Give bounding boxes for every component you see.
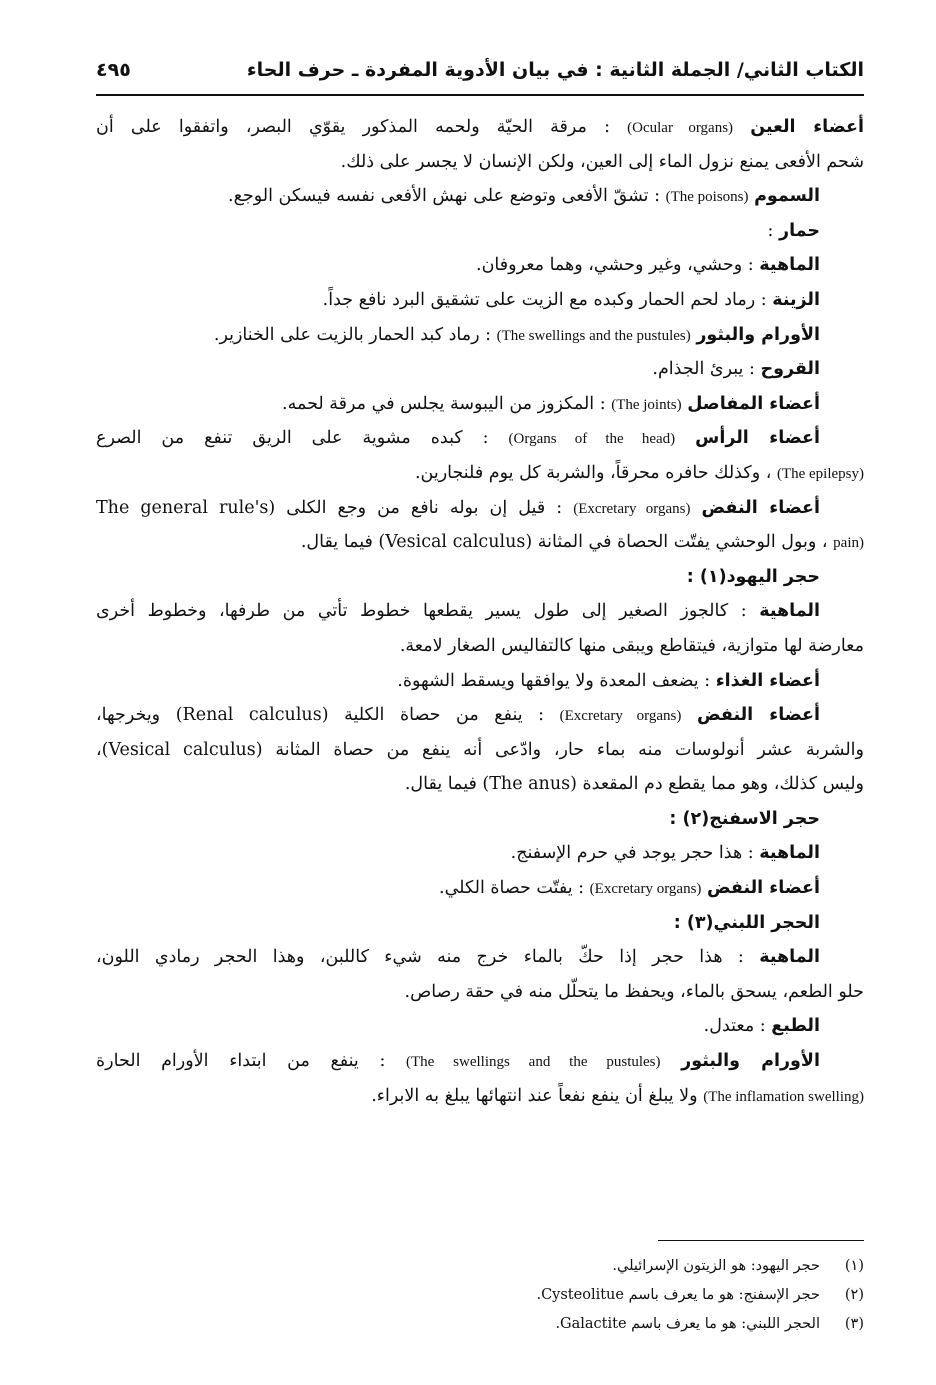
entry-term: الماهية bbox=[759, 255, 820, 276]
line-text: : قيل إن بوله نافع من وجع الكلى (The general rule's bbox=[96, 497, 563, 518]
footnote-text: الحجر اللبني: هو ما يعرف باسم Galactite. bbox=[555, 1316, 820, 1332]
footnote-rule bbox=[658, 1240, 864, 1241]
line-text: شحم الأفعى يمنع نزول الماء إلى العين، ولكن الإنسان لا يجسر على ذلك. bbox=[340, 151, 864, 172]
entry-term: أعضاء المفاصل bbox=[687, 393, 820, 414]
line-text: : يبرئ الجذام. bbox=[652, 359, 755, 380]
line-text: : هذا حجر يوجد في حرم الإسفنج. bbox=[510, 843, 754, 864]
running-title: الكتاب الثاني/ الجملة الثانية : في بيان الأدوية المفردة ـ حرف الحاء bbox=[246, 59, 864, 81]
text-line bbox=[96, 179, 864, 214]
line-text: : يفتّت حصاة الكلي. bbox=[439, 878, 585, 899]
english-gloss: (Excretary organs) bbox=[573, 500, 691, 517]
english-gloss: (The swellings and the pustules) bbox=[406, 1054, 661, 1071]
body-text bbox=[96, 110, 864, 1113]
entry-term: الأورام والبثور bbox=[681, 1051, 820, 1072]
english-gloss: pain) bbox=[833, 535, 864, 552]
entry-term: أعضاء النفض bbox=[701, 497, 820, 518]
entry-term: حجر اليهود(١) bbox=[699, 566, 820, 587]
line-text: : كالجوز الصغير إلى طول يسير يقطعها خطوط تأتي من طرفها، وخطوط أخرى bbox=[96, 601, 747, 622]
text-line bbox=[96, 906, 864, 941]
text-line bbox=[96, 318, 864, 353]
line-text: : ينفع من حصاة الكلية (Renal calculus) ويخرجها، bbox=[96, 705, 545, 726]
line-text: : معتدل. bbox=[703, 1016, 766, 1037]
entry-term: أعضاء الغذاء bbox=[715, 670, 820, 691]
text-line bbox=[96, 975, 864, 1010]
page-number: ٤٩٥ bbox=[96, 59, 131, 81]
entry-term: السموم bbox=[754, 186, 820, 207]
line-text: : يضعف المعدة ولا يوافقها ويسقط الشهوة. bbox=[397, 670, 711, 691]
text-line bbox=[96, 664, 864, 699]
text-line bbox=[96, 456, 864, 491]
line-text: والشربة عشر أنولوسات منه بماء حار، وادّعى أنه ينفع من حصاة المثانة (Vesical calculus)، bbox=[96, 739, 864, 760]
entry-term: حمار bbox=[779, 220, 820, 241]
english-gloss: (The joints) bbox=[611, 396, 682, 413]
footnote bbox=[96, 1252, 864, 1281]
footnote-number: (٣) bbox=[844, 1316, 864, 1332]
text-line bbox=[96, 871, 864, 906]
running-header bbox=[96, 50, 864, 90]
text-line bbox=[96, 733, 864, 768]
line-text: : وحشي، وغير وحشي، وهما معروفان. bbox=[476, 255, 754, 276]
text-line bbox=[96, 387, 864, 422]
line-text: : رماد لحم الحمار وكبده مع الزيت على تشقيق البرد نافع جداً. bbox=[322, 289, 767, 310]
entry-term: الزينة bbox=[772, 289, 820, 310]
footnote bbox=[96, 1281, 864, 1310]
entry-term: الحجر اللبني(٣) bbox=[686, 912, 820, 933]
text-line bbox=[96, 698, 864, 733]
english-gloss: (The poisons) bbox=[665, 189, 749, 206]
entry-term: أعضاء الرأس bbox=[695, 428, 820, 449]
line-text: : bbox=[686, 566, 694, 587]
english-gloss: (Excretary organs) bbox=[589, 881, 702, 898]
footnote-text: حجر اليهود: هو الزيتون الإسرائيلي. bbox=[612, 1258, 820, 1274]
text-line bbox=[96, 629, 864, 664]
text-line bbox=[96, 802, 864, 837]
text-line bbox=[96, 214, 864, 249]
line-text: : كبده مشوية على الريق تنفع من الصرع bbox=[96, 428, 489, 449]
text-line bbox=[96, 283, 864, 318]
text-line bbox=[96, 491, 864, 526]
text-line bbox=[96, 1044, 864, 1079]
english-gloss: (The inflamation swelling) bbox=[703, 1088, 864, 1105]
line-text: معارضة لها متوازية، فيتقاطع ويبقى منها كالتفاليس الصغار لامعة. bbox=[399, 635, 864, 656]
footnotes bbox=[96, 1252, 864, 1339]
entry-term: الطبع bbox=[771, 1016, 820, 1037]
footnote-text: حجر الإسفنج: هو ما يعرف باسم Cysteolitue. bbox=[536, 1287, 820, 1303]
text-line bbox=[96, 1079, 864, 1114]
english-gloss: (Ocular organs) bbox=[627, 120, 734, 136]
entry-term: أعضاء العين bbox=[750, 117, 864, 137]
footnote-number: (١) bbox=[844, 1258, 864, 1274]
entry-term: حجر الاسفنج(٢) bbox=[682, 808, 820, 829]
header-rule bbox=[96, 94, 864, 96]
line-text: : bbox=[669, 808, 677, 829]
text-line bbox=[96, 560, 864, 595]
line-text: : bbox=[767, 220, 774, 241]
english-gloss: (The epilepsy) bbox=[776, 465, 864, 482]
entry-term: الأورام والبثور bbox=[696, 324, 820, 345]
line-text: ولا يبلغ أن ينفع نفعاً عند انتهائها يبلغ به الابراء. bbox=[371, 1085, 698, 1106]
entry-term: أعضاء النفض bbox=[696, 705, 820, 726]
text-line bbox=[96, 1009, 864, 1044]
footnote-number: (٢) bbox=[844, 1287, 864, 1303]
line-text: : bbox=[673, 912, 681, 933]
line-text: : رماد كبد الحمار بالزيت على الخنازير. bbox=[213, 324, 492, 345]
line-text: وليس كذلك، وهو مما يقطع دم المقعدة (The anus) فيما يقال. bbox=[404, 774, 864, 795]
line-text: : المكزوز من اليبوسة يجلس في مرقة لحمه. bbox=[282, 393, 606, 414]
text-line bbox=[96, 767, 864, 802]
text-line bbox=[96, 110, 864, 145]
text-line bbox=[96, 248, 864, 283]
text-line bbox=[96, 836, 864, 871]
entry-term: الماهية bbox=[759, 601, 820, 622]
line-text: : مرقة الحيّة ولحمه المذكور يقوّي البصر، واتفقوا على أن bbox=[96, 117, 610, 137]
text-line bbox=[96, 145, 864, 180]
text-line bbox=[96, 594, 864, 629]
footnote bbox=[96, 1310, 864, 1339]
line-text: حلو الطعم، يسحق بالماء، ويحفظ ما يتحلّل منه في حقة رصاص. bbox=[404, 981, 864, 1002]
text-line bbox=[96, 525, 864, 560]
text-line bbox=[96, 940, 864, 975]
text-line bbox=[96, 352, 864, 387]
line-text: ، وكذلك حافره محرقاً، والشربة كل يوم فلنجارين. bbox=[414, 462, 772, 483]
entry-term: الماهية bbox=[759, 843, 820, 864]
line-text: ، وبول الوحشي يفتّت الحصاة في المثانة (Vesical calculus) فيما يقال. bbox=[300, 532, 828, 553]
text-line bbox=[96, 421, 864, 456]
english-gloss: (The swellings and the pustules) bbox=[496, 327, 691, 344]
entry-term: الماهية bbox=[759, 947, 820, 968]
line-text: : ينفع من ابتداء الأورام الحارة bbox=[96, 1051, 386, 1072]
entry-term: القروح bbox=[760, 359, 820, 380]
line-text: : تشقّ الأفعى وتوضع على نهش الأفعى نفسه فيسكن الوجع. bbox=[228, 186, 661, 207]
line-text: : هذا حجر إذا حكّ بالماء خرج منه شيء كاللبن، وهذا الحجر رمادي اللون، bbox=[96, 947, 744, 968]
entry-term: أعضاء النفض bbox=[707, 878, 820, 899]
english-gloss: (Organs of the head) bbox=[508, 431, 676, 448]
english-gloss: (Excretary organs) bbox=[559, 708, 682, 725]
